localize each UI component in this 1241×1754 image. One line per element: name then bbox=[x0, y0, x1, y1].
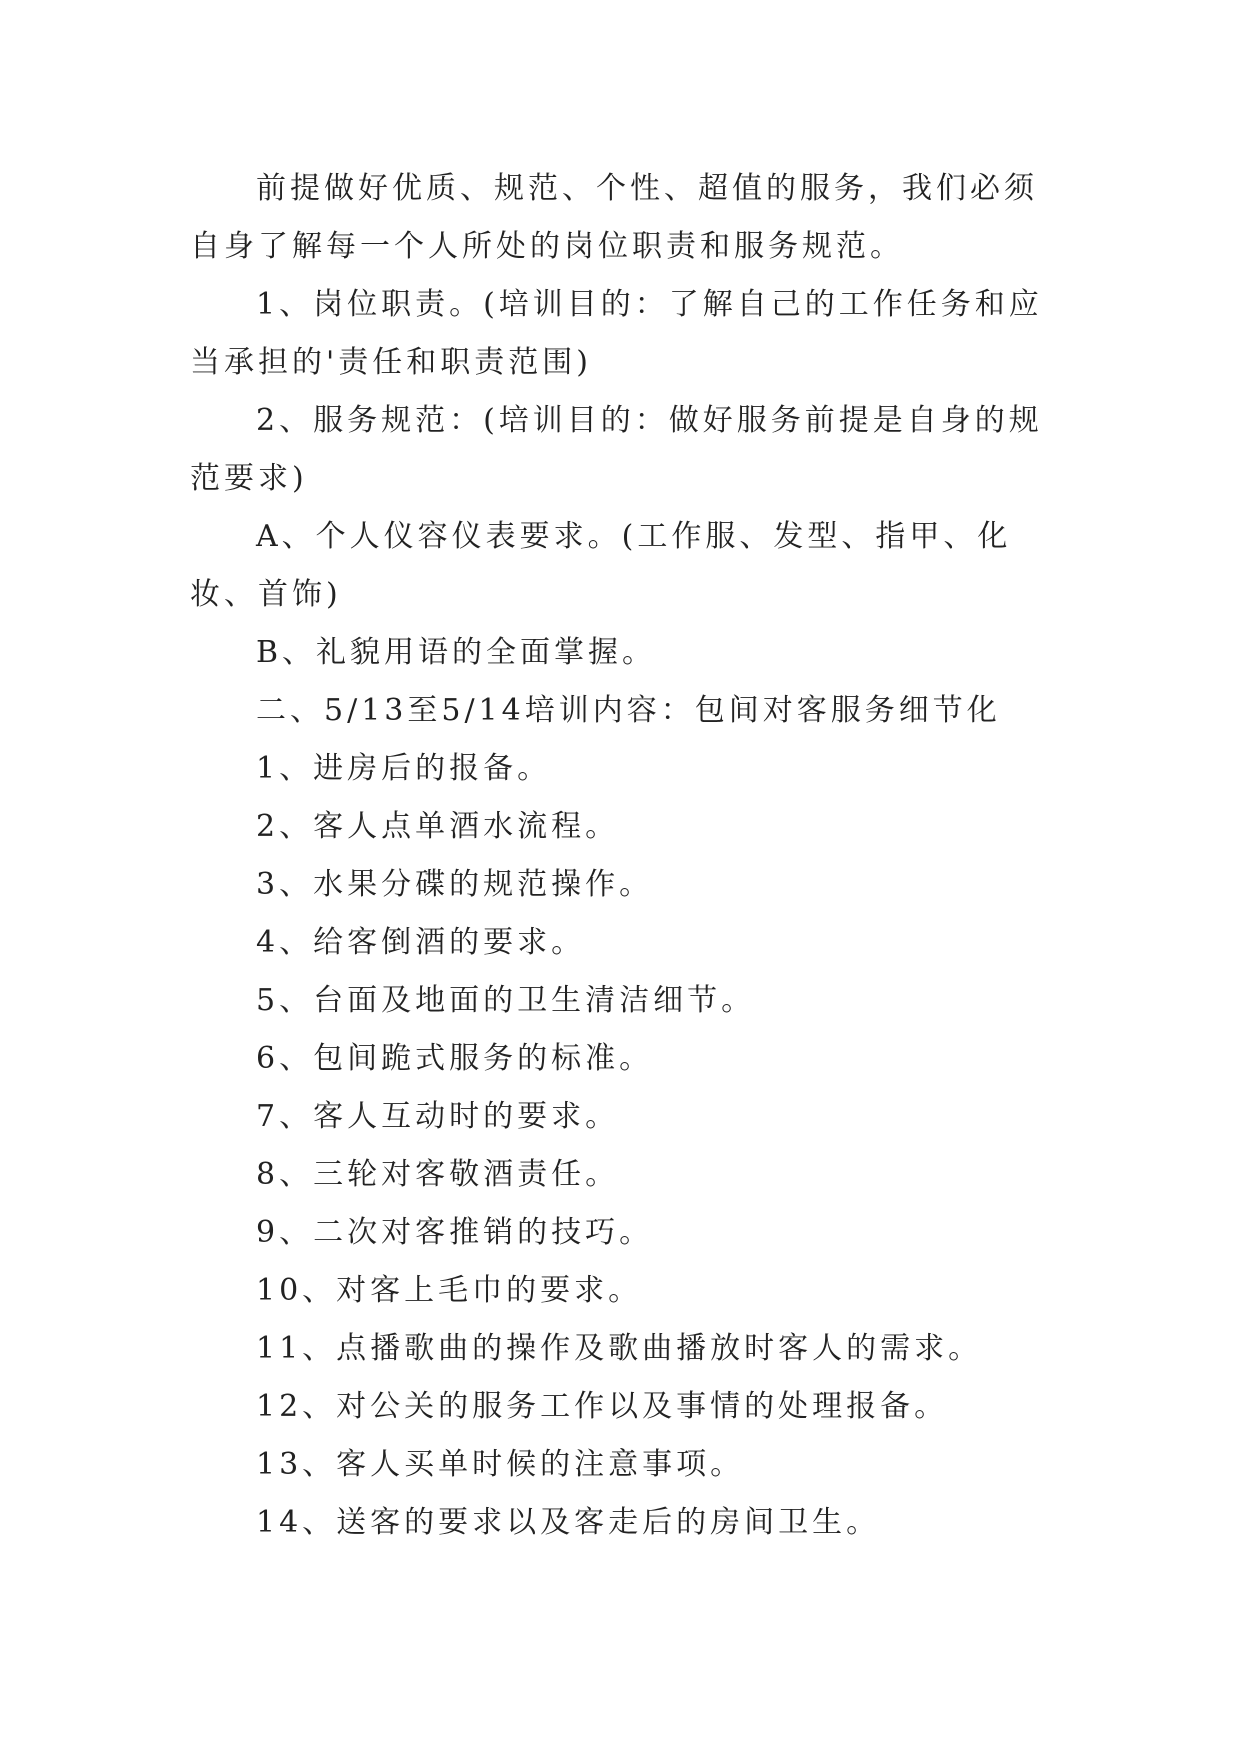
list-item: 13、客人买单时候的注意事项。 bbox=[256, 1447, 745, 1482]
list-item: 14、送客的要求以及客走后的房间卫生。 bbox=[256, 1505, 881, 1540]
list-item: 3、水果分碟的规范操作。 bbox=[256, 867, 654, 902]
list-item: 11、点播歌曲的操作及歌曲播放时客人的需求。 bbox=[256, 1331, 983, 1366]
section-heading: 二、5/13至5/14培训内容：包间对客服务细节化 bbox=[256, 693, 1001, 728]
list-item: 9、二次对客推销的技巧。 bbox=[256, 1215, 654, 1250]
list-item: 8、三轮对客敬酒责任。 bbox=[256, 1157, 620, 1192]
list-item: 4、给客倒酒的要求。 bbox=[256, 925, 586, 960]
document-body bbox=[190, 160, 1050, 1552]
courtesy-paragraph: B、礼貌用语的全面掌握。 bbox=[256, 635, 657, 670]
list-item: 5、台面及地面的卫生清洁细节。 bbox=[256, 983, 756, 1018]
list-item: 10、对客上毛巾的要求。 bbox=[256, 1273, 643, 1308]
service-standard-paragraph: 2、服务规范：(培训目的：做好服务前提是自身的规范要求) bbox=[190, 403, 1043, 496]
list-item: 12、对公关的服务工作以及事情的处理报备。 bbox=[256, 1389, 949, 1424]
duty-paragraph: 1、岗位职责。(培训目的：了解自己的工作任务和应当承担的'责任和职责范围) bbox=[190, 287, 1043, 380]
list-item: 1、进房后的报备。 bbox=[256, 751, 552, 786]
list-item: 2、客人点单酒水流程。 bbox=[256, 809, 620, 844]
list-item: 7、客人互动时的要求。 bbox=[256, 1099, 620, 1134]
list-item: 6、包间跪式服务的标准。 bbox=[256, 1041, 654, 1076]
intro-paragraph: 前提做好优质、规范、个性、超值的服务，我们必须自身了解每一个人所处的岗位职责和服务规范。 bbox=[190, 171, 1038, 264]
appearance-paragraph: A、个人仪容仪表要求。(工作服、发型、指甲、化妆、首饰) bbox=[190, 519, 1012, 612]
